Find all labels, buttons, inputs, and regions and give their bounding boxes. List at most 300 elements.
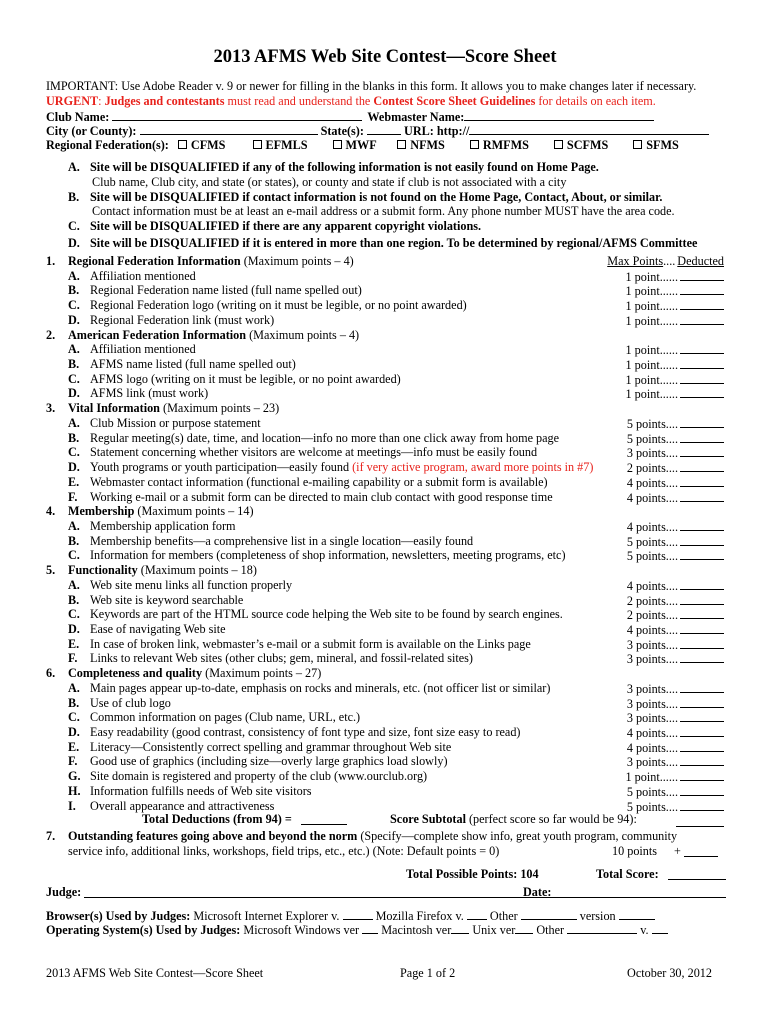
item-text: Use of club logo bbox=[90, 695, 171, 710]
outstanding-row-2 bbox=[46, 844, 724, 859]
score-item bbox=[46, 769, 724, 784]
item-points-wrap bbox=[627, 622, 724, 638]
item-points-wrap bbox=[627, 578, 724, 594]
item-points: 1 point...... bbox=[625, 313, 678, 328]
item-text-wrap bbox=[90, 769, 427, 784]
outstanding-points: 10 points bbox=[612, 844, 658, 858]
section-title-wrap bbox=[68, 504, 254, 519]
item-letter: F. bbox=[68, 489, 78, 504]
item-points-wrap bbox=[627, 607, 724, 623]
important-label: IMPORTANT bbox=[46, 79, 115, 93]
qualification-b-sub bbox=[46, 204, 724, 219]
os-windows: Microsoft Windows ver bbox=[240, 923, 360, 937]
item-letter: E. bbox=[68, 636, 80, 651]
item-text-wrap bbox=[90, 696, 171, 711]
score-item bbox=[46, 431, 724, 446]
item-points: 4 points.... bbox=[626, 475, 678, 490]
item-text: Statement concerning whether visitors are welcome at meetings—info must be easily found bbox=[90, 445, 538, 460]
deducted-field[interactable] bbox=[680, 637, 724, 649]
qualification-subtext: Club name, Club city, and state (or states), or county and state if club is not associated with a city bbox=[92, 175, 567, 189]
item-text: AFMS logo (writing on it must be legible, or no point awarded) bbox=[90, 371, 401, 386]
item-letter: B. bbox=[68, 533, 80, 548]
item-points-wrap bbox=[627, 593, 724, 609]
section-title-wrap bbox=[68, 254, 354, 269]
checkbox-nfms[interactable] bbox=[397, 140, 406, 149]
score-item bbox=[46, 607, 724, 622]
browser-firefox: Mozilla Firefox v. bbox=[372, 909, 464, 923]
item-points-wrap bbox=[627, 754, 724, 770]
section-title: Vital Information bbox=[68, 401, 160, 416]
item-points-wrap bbox=[626, 269, 724, 285]
item-text: Membership application form bbox=[90, 518, 236, 533]
federation-cfms: CFMS bbox=[190, 138, 226, 152]
item-text: Regional Federation logo (writing on it must be legible, or no point awarded) bbox=[90, 298, 467, 313]
item-text-wrap bbox=[90, 416, 261, 431]
item-text: Easy readability (good contrast, consistency of font type and size, font size easy to read) bbox=[90, 725, 521, 740]
item-text: Regional Federation link (must work) bbox=[90, 312, 275, 327]
footer-title: 2013 AFMS Web Site Contest—Score Sheet bbox=[46, 966, 264, 980]
deducted-field[interactable] bbox=[680, 534, 724, 546]
city-label: City (or County): bbox=[46, 124, 137, 138]
federation-rmfms: RMFMS bbox=[482, 138, 529, 152]
score-subtotal-label: Score Subtotal bbox=[390, 812, 466, 826]
deducted-field[interactable] bbox=[680, 607, 724, 619]
score-item bbox=[46, 283, 724, 298]
os-unix: Unix ver bbox=[469, 923, 516, 937]
item-points-wrap bbox=[627, 519, 724, 535]
urgent-note bbox=[46, 94, 656, 109]
item-points: 4 points.... bbox=[626, 623, 678, 637]
score-item bbox=[46, 416, 724, 431]
score-item bbox=[46, 534, 724, 549]
item-letter: G. bbox=[68, 769, 81, 784]
item-text: Keywords are part of the HTML source code helping the Web site to be found by search engines. bbox=[90, 607, 563, 622]
item-points: 3 points.... bbox=[626, 696, 678, 711]
item-text: Working e-mail or a submit form can be directed to main club contact with good response time bbox=[90, 489, 553, 504]
deducted-field[interactable] bbox=[680, 593, 724, 605]
score-item bbox=[46, 740, 724, 755]
score-item bbox=[46, 357, 724, 372]
date-label: Date: bbox=[523, 885, 552, 899]
important-text: : Use Adobe Reader v. 9 or newer for filling in the blanks in this form. It allows you to make changes later if necessary. bbox=[114, 79, 697, 93]
deducted-field[interactable] bbox=[680, 681, 724, 693]
browser-version: version bbox=[576, 909, 616, 923]
qualification-text: Site will be DISQUALIFIED if it is entered in more than one region. To be determined by regional/AFMS Committee bbox=[90, 236, 698, 250]
item-text-wrap bbox=[90, 740, 451, 755]
score-item bbox=[46, 710, 724, 725]
city-row bbox=[46, 123, 709, 139]
url-field[interactable] bbox=[469, 123, 709, 135]
score-item bbox=[46, 490, 724, 505]
item-points-wrap bbox=[627, 740, 724, 756]
judge-row bbox=[46, 885, 724, 900]
item-text-wrap bbox=[90, 475, 548, 490]
header-dots: .... bbox=[663, 254, 676, 268]
item-points: 5 points.... bbox=[626, 416, 678, 431]
score-item bbox=[46, 298, 724, 313]
score-item bbox=[46, 342, 724, 357]
item-text: Affiliation mentioned bbox=[90, 268, 196, 283]
score-item bbox=[46, 386, 724, 401]
item-text-wrap bbox=[90, 283, 362, 298]
item-text-wrap bbox=[90, 651, 473, 666]
item-letter: A. bbox=[68, 342, 80, 357]
item-text-wrap bbox=[90, 490, 553, 505]
score-item bbox=[46, 696, 724, 711]
item-text: Links to relevant Web sites (other clubs; gem, mineral, and fossil-related sites) bbox=[90, 651, 473, 666]
total-deductions-field[interactable] bbox=[301, 813, 347, 825]
deducted-field[interactable] bbox=[680, 283, 724, 295]
item-letter: B. bbox=[68, 430, 80, 445]
item-points-wrap bbox=[627, 431, 724, 447]
item-points: 4 points.... bbox=[626, 740, 678, 755]
deducted-field[interactable] bbox=[680, 740, 724, 752]
item-letter: C. bbox=[68, 445, 80, 460]
item-text: Overall appearance and attractiveness bbox=[90, 798, 275, 813]
score-item bbox=[46, 681, 724, 696]
urgent-text-1: : bbox=[98, 94, 105, 108]
item-points: 5 points.... bbox=[626, 799, 678, 814]
os-v: v. bbox=[637, 923, 649, 937]
item-text: Affiliation mentioned bbox=[90, 342, 196, 357]
deducted-field[interactable] bbox=[680, 269, 724, 281]
section-max: (Maximum points – 27) bbox=[202, 666, 322, 681]
other-os-version-field[interactable] bbox=[652, 922, 668, 934]
item-points-wrap bbox=[627, 490, 724, 506]
item-points-wrap bbox=[626, 298, 724, 314]
section-title-wrap bbox=[68, 328, 359, 343]
item-text: Literacy—Consistently correct spelling and grammar throughout Web site bbox=[90, 739, 452, 754]
section-title: American Federation Information bbox=[68, 327, 247, 342]
score-subtotal-note: (perfect score so far would be 94): bbox=[465, 812, 637, 826]
item-letter: A. bbox=[68, 415, 80, 430]
page-title: 2013 AFMS Web Site Contest—Score Sheet bbox=[213, 47, 557, 67]
item-letter: D. bbox=[68, 622, 80, 636]
item-points: 3 points.... bbox=[626, 755, 678, 770]
item-points: 1 point...... bbox=[625, 269, 678, 284]
score-item bbox=[46, 651, 724, 666]
item-text-wrap bbox=[90, 431, 559, 446]
item-text-wrap bbox=[90, 534, 473, 549]
qualification-letter: B. bbox=[68, 190, 80, 204]
city-field[interactable] bbox=[140, 123, 318, 135]
item-points: 4 points.... bbox=[626, 578, 678, 593]
item-text: Common information on pages (Club name, URL, etc.) bbox=[90, 710, 361, 725]
item-letter: B. bbox=[68, 283, 80, 298]
urgent-bold-1: Judges and contestants bbox=[104, 94, 225, 108]
qualification-text: Site will be DISQUALIFIED if contact information is not found on the Home Page, Contact, About, or similar. bbox=[90, 190, 663, 204]
judge-field[interactable] bbox=[84, 886, 560, 898]
deducted-field[interactable] bbox=[680, 769, 724, 781]
section-max: (Maximum points – 4) bbox=[246, 327, 360, 342]
section-title-wrap bbox=[68, 666, 321, 681]
checkbox-scfms[interactable] bbox=[554, 140, 563, 149]
item-text-wrap bbox=[90, 460, 593, 475]
score-item bbox=[46, 725, 724, 740]
max-points-header: Max Points bbox=[607, 254, 664, 268]
section-header-2 bbox=[46, 328, 724, 343]
score-item bbox=[46, 622, 724, 637]
item-text-wrap bbox=[90, 313, 274, 328]
other-os-field[interactable] bbox=[567, 922, 637, 934]
qualification-letter: A. bbox=[68, 160, 80, 174]
ie-version-field[interactable] bbox=[343, 908, 373, 920]
checkbox-cfms[interactable] bbox=[178, 140, 187, 149]
section-title: Regional Federation Information bbox=[68, 254, 241, 268]
item-letter: C. bbox=[68, 298, 80, 313]
browser-ie: Microsoft Internet Explorer v. bbox=[190, 909, 340, 923]
item-text-wrap bbox=[90, 681, 550, 696]
item-text-wrap bbox=[90, 784, 312, 799]
date-field[interactable] bbox=[556, 886, 726, 898]
checkbox-efmls[interactable] bbox=[253, 140, 262, 149]
section-header-6 bbox=[46, 666, 724, 681]
footer-date: October 30, 2012 bbox=[627, 966, 712, 980]
states-field[interactable] bbox=[367, 123, 401, 135]
item-letter: C. bbox=[68, 607, 80, 622]
item-points-wrap bbox=[627, 534, 724, 550]
item-text: AFMS name listed (full name spelled out) bbox=[90, 357, 296, 372]
deducted-field[interactable] bbox=[680, 622, 724, 634]
deducted-field[interactable] bbox=[680, 475, 724, 487]
item-letter: H. bbox=[68, 783, 81, 798]
item-points: 1 point...... bbox=[625, 284, 678, 299]
qualification-letter: D. bbox=[68, 236, 80, 250]
item-points: 5 points.... bbox=[626, 549, 678, 564]
item-text-wrap bbox=[90, 298, 467, 313]
other-browser-version-field[interactable] bbox=[619, 908, 655, 920]
item-points-wrap bbox=[626, 313, 724, 329]
total-possible-row bbox=[46, 867, 724, 882]
qualification-text: Site will be DISQUALIFIED if any of the following information is not easily found on Home Page. bbox=[90, 160, 599, 174]
item-points: 2 points.... bbox=[626, 608, 678, 623]
checkbox-mwf[interactable] bbox=[333, 140, 342, 149]
item-letter: D. bbox=[68, 725, 80, 740]
deducted-field[interactable] bbox=[680, 431, 724, 443]
item-points: 4 points.... bbox=[626, 726, 678, 741]
deducted-field[interactable] bbox=[680, 357, 724, 369]
qualification-text: Site will be DISQUALIFIED if there are any apparent copyright violations. bbox=[90, 219, 482, 233]
deducted-field[interactable] bbox=[680, 445, 724, 457]
item-letter: A. bbox=[68, 268, 80, 283]
item-points-wrap bbox=[627, 416, 724, 432]
deducted-field[interactable] bbox=[680, 754, 724, 766]
section-max: (Maximum points – 14) bbox=[134, 504, 254, 519]
item-letter: A. bbox=[68, 518, 80, 533]
webmaster-name-label: Webmaster Name: bbox=[367, 110, 465, 124]
deducted-field[interactable] bbox=[680, 490, 724, 502]
firefox-version-field[interactable] bbox=[467, 908, 487, 920]
item-text: Main pages appear up-to-date, emphasis on rocks and minerals, etc. (not officer list or similar) bbox=[90, 680, 551, 695]
deducted-field[interactable] bbox=[680, 372, 724, 384]
outstanding-plus: + bbox=[674, 844, 681, 858]
section-header-5 bbox=[46, 563, 724, 578]
section-max: (Maximum points – 4) bbox=[240, 254, 354, 268]
section-title-wrap bbox=[68, 401, 279, 416]
item-text: Web site is keyword searchable bbox=[90, 592, 244, 607]
section-header-1 bbox=[46, 254, 724, 269]
item-letter: B. bbox=[68, 357, 80, 372]
outstanding-field[interactable] bbox=[684, 845, 718, 857]
federation-nfms: NFMS bbox=[410, 138, 445, 152]
outstanding-row bbox=[46, 829, 724, 844]
os-label: Operating System(s) Used by Judges: bbox=[46, 923, 241, 937]
deducted-field[interactable] bbox=[680, 298, 724, 310]
item-text-wrap bbox=[90, 622, 226, 637]
section-number: 4. bbox=[46, 504, 56, 519]
item-text-wrap bbox=[90, 710, 360, 725]
deducted-field[interactable] bbox=[680, 799, 724, 811]
score-item bbox=[46, 372, 724, 387]
section-header-4 bbox=[46, 504, 724, 519]
item-text-wrap bbox=[90, 548, 566, 563]
club-name-field[interactable] bbox=[112, 109, 362, 121]
item-text: Membership benefits—a comprehensive list in a single location—easily found bbox=[90, 533, 474, 548]
item-points: 5 points.... bbox=[626, 784, 678, 799]
score-subtotal bbox=[390, 812, 637, 827]
federation-scfms: SCFMS bbox=[566, 138, 609, 152]
checkbox-rmfms[interactable] bbox=[470, 140, 479, 149]
item-points-wrap bbox=[626, 357, 724, 373]
item-points-wrap bbox=[626, 372, 724, 388]
item-points: 5 points.... bbox=[626, 431, 678, 446]
item-letter: C. bbox=[68, 710, 80, 725]
score-item bbox=[46, 593, 724, 608]
item-letter: D. bbox=[68, 460, 80, 475]
item-letter: D. bbox=[68, 386, 80, 401]
item-points-wrap bbox=[627, 460, 724, 476]
checkbox-sfms[interactable] bbox=[633, 140, 642, 149]
other-browser-field[interactable] bbox=[521, 908, 577, 920]
item-text-wrap bbox=[90, 519, 236, 534]
item-letter: F. bbox=[68, 754, 78, 769]
section-max: (Maximum points – 18) bbox=[137, 563, 257, 578]
item-text: In case of broken link, webmaster’s e-mail or a submit form is available on the Links page bbox=[90, 636, 531, 651]
item-text: Regional Federation name listed (full name spelled out) bbox=[90, 283, 362, 298]
item-text: AFMS link (must work) bbox=[90, 386, 209, 401]
webmaster-name-field[interactable] bbox=[464, 109, 654, 121]
section-title: Membership bbox=[68, 504, 135, 519]
club-name-label: Club Name: bbox=[46, 110, 110, 124]
section-number: 2. bbox=[46, 327, 56, 342]
score-subtotal-field[interactable] bbox=[676, 815, 724, 827]
totals-row bbox=[46, 812, 724, 827]
footer-page-number: Page 1 of 2 bbox=[400, 966, 456, 980]
total-deductions-label: Total Deductions (from 94) = bbox=[142, 812, 292, 826]
unix-version-field[interactable] bbox=[515, 922, 533, 934]
qualification-d bbox=[46, 236, 724, 251]
item-letter: E. bbox=[68, 474, 80, 489]
windows-version-field[interactable] bbox=[362, 922, 378, 934]
deducted-field[interactable] bbox=[680, 710, 724, 722]
deducted-header: Deducted bbox=[677, 254, 724, 268]
deducted-field[interactable] bbox=[680, 386, 724, 398]
section-title-wrap bbox=[68, 563, 257, 578]
item-points-wrap bbox=[627, 637, 724, 653]
deducted-field[interactable] bbox=[680, 784, 724, 796]
item-points: 1 point...... bbox=[625, 387, 678, 402]
item-letter: B. bbox=[68, 695, 80, 710]
deducted-field[interactable] bbox=[680, 519, 724, 531]
outstanding-text-1: (Specify—complete show info, great youth program, community bbox=[357, 829, 678, 843]
deducted-field[interactable] bbox=[680, 696, 724, 708]
item-points: 1 point...... bbox=[625, 372, 678, 387]
deducted-field[interactable] bbox=[680, 313, 724, 325]
os-row bbox=[46, 922, 668, 938]
browser-other: Other bbox=[486, 909, 518, 923]
item-points: 1 point...... bbox=[625, 770, 678, 785]
item-points-wrap bbox=[626, 283, 724, 299]
item-text-wrap bbox=[90, 342, 196, 357]
item-points: 1 point...... bbox=[625, 299, 678, 314]
deducted-field[interactable] bbox=[680, 342, 724, 354]
item-points-wrap bbox=[626, 769, 724, 785]
item-text: Information for members (completeness of shop information, newsletters, meeting programs, etc) bbox=[90, 548, 566, 563]
total-score-field[interactable] bbox=[668, 868, 726, 880]
item-letter: A. bbox=[68, 577, 80, 592]
item-text-wrap bbox=[90, 593, 243, 608]
regional-federation-row bbox=[46, 138, 679, 153]
score-item bbox=[46, 519, 724, 534]
item-points-wrap bbox=[627, 725, 724, 741]
item-points: 1 point...... bbox=[625, 343, 678, 358]
url-label: URL: http:// bbox=[404, 124, 470, 138]
item-text-wrap bbox=[90, 637, 531, 652]
deducted-field[interactable] bbox=[680, 416, 724, 428]
important-note bbox=[46, 79, 696, 94]
item-points-wrap bbox=[626, 342, 724, 358]
deducted-field[interactable] bbox=[680, 578, 724, 590]
federation-efmls: EFMLS bbox=[265, 138, 308, 152]
qualification-c bbox=[46, 219, 724, 234]
urgent-label: URGENT bbox=[46, 94, 99, 108]
section-number: 6. bbox=[46, 666, 56, 681]
item-letter: B. bbox=[68, 592, 80, 607]
item-text: Club Mission or purpose statement bbox=[90, 415, 261, 430]
item-text-wrap bbox=[90, 445, 537, 460]
urgent-bold-2: Contest Score Sheet Guidelines bbox=[373, 94, 536, 108]
item-letter: C. bbox=[68, 371, 80, 386]
deducted-field[interactable] bbox=[680, 651, 724, 663]
item-text-wrap bbox=[90, 607, 563, 622]
score-item bbox=[46, 578, 724, 593]
item-text: Web site menu links all function properly bbox=[90, 577, 293, 592]
item-text-wrap bbox=[90, 357, 296, 372]
regional-federation-label: Regional Federation(s): bbox=[46, 138, 169, 152]
section-number: 1. bbox=[46, 254, 56, 268]
item-letter: E. bbox=[68, 739, 80, 754]
item-points: 3 points.... bbox=[626, 711, 678, 726]
deducted-field[interactable] bbox=[680, 725, 724, 737]
item-letter: A. bbox=[68, 680, 80, 695]
item-points: 3 points.... bbox=[626, 446, 678, 461]
section-header-3 bbox=[46, 401, 724, 416]
deducted-field[interactable] bbox=[680, 548, 724, 560]
section-number: 5. bbox=[46, 563, 56, 578]
item-points-wrap bbox=[627, 681, 724, 697]
deducted-field[interactable] bbox=[680, 460, 724, 472]
score-item bbox=[46, 548, 724, 563]
item-points: 2 points.... bbox=[626, 593, 678, 608]
item-points-wrap bbox=[627, 696, 724, 712]
federation-sfms: SFMS bbox=[646, 138, 679, 152]
score-item bbox=[46, 445, 724, 460]
section-number: 3. bbox=[46, 401, 56, 416]
item-letter: I. bbox=[68, 798, 76, 813]
mac-version-field[interactable] bbox=[451, 922, 469, 934]
item-text: Youth programs or youth participation—easily found bbox=[90, 460, 350, 475]
item-letter: F. bbox=[68, 651, 78, 666]
